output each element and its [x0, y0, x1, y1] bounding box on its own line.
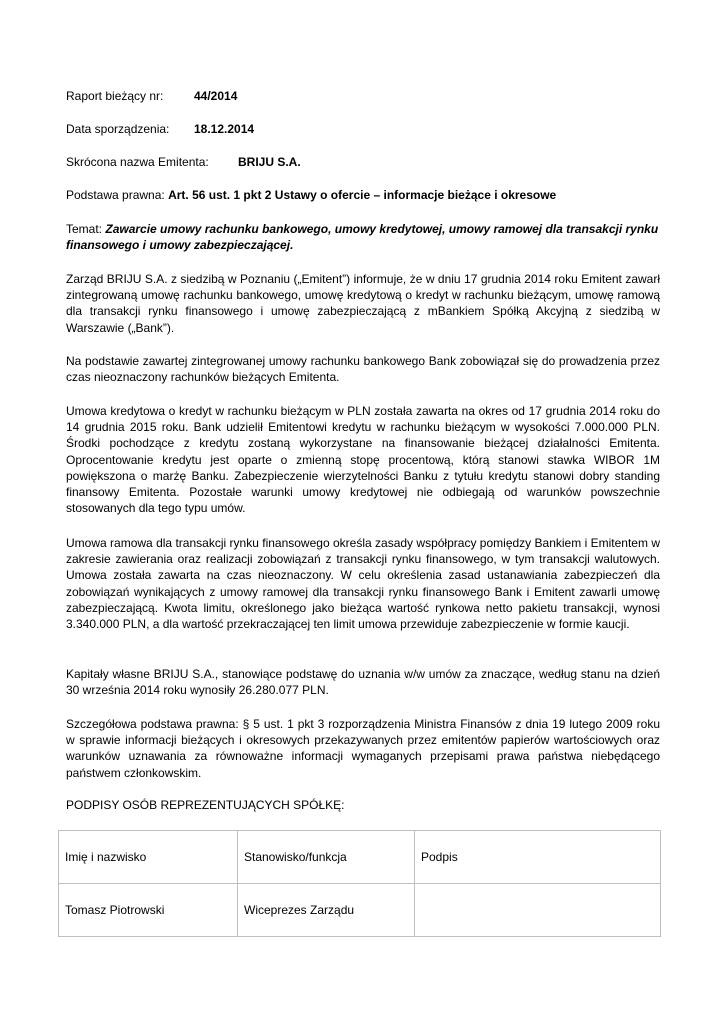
legal-basis-label: Podstawa prawna: — [66, 188, 165, 202]
paragraph-intro: Zarząd BRIJU S.A. z siedzibą w Poznaniu („Emitent”) informuje, że w dniu 17 grudnia 2014 roku Emitent zawarł zintegrowaną umowę rachunku bankowego, umowę kredytową o kredyt w rachunku bieżącym, umowę ramową dla transakcji rynku finansowego i umowę zabezpieczającą z mBankiem Spółką Akcyjną z siedzibą w Warszawie („Bank”). — [66, 272, 660, 335]
paragraph-bank-account: Na podstawie zawartej zintegrowanej umowy rachunku bankowego Bank zobowiązał się do prowadzenia przez czas nieoznaczony rachunków bieżących Emitenta. — [66, 354, 660, 385]
legal-basis-line — [66, 188, 556, 203]
signatures-heading: PODPISY OSÓB REPREZENTUJĄCYCH SPÓŁKĘ: — [66, 798, 345, 812]
subject-label: Temat: — [66, 222, 103, 236]
header-signature: Podpis — [415, 831, 661, 884]
report-date-label: Data sporządzenia: — [66, 122, 170, 136]
issuer-label: Skrócona nazwa Emitenta: — [66, 155, 209, 169]
report-number-line — [66, 89, 238, 104]
issuer-name: BRIJU S.A. — [238, 155, 301, 169]
header-position: Stanowisko/funkcja — [238, 831, 415, 884]
signatory-signature — [415, 884, 661, 937]
signatory-position: Wiceprezes Zarządu — [238, 884, 415, 937]
signatory-name: Tomasz Piotrowski — [59, 884, 238, 937]
paragraph-framework-agreement: Umowa ramowa dla transakcji rynku finansowego określa zasady współpracy pomiędzy Bankiem i Emitentem w zakresie zawierania oraz realizacji zobowiązań z transakcji rynku finansowego, w tym transakcji walutowych. Umowa została zawarta na czas nieoznaczony. W celu określenia zasad ustanawiania zabezpieczeń dla zobowiązań wynikających z umowy ramowej dla transakcji rynku finansowego Bank i Emitent zawarli umowę zabezpieczającą. Kwota limitu, określonego jako bieżąca wartość rynkowa netto pakietu transakcji, wynosi 3.340.000 PLN, a dla wartość przekraczającej ten limit umowa przewiduje zabezpieczenie w formie kaucji. — [66, 536, 660, 632]
paragraph-credit-agreement: Umowa kredytowa o kredyt w rachunku bieżącym w PLN została zawarta na okres od 17 grudnia 2014 roku do 14 grudnia 2015 roku. Bank udzielił Emitentowi kredytu w rachunku bieżącym w wysokości 7.000.000 PLN. Środki pochodzące z kredytu zostaną wykorzystane na finansowanie bieżącej działalności Emitenta. Oprocentowanie kredytu jest oparte o zmienną stopę procentową, którą stanowi stawka WIBOR 1M powiększona o marżę Banku. Zabezpieczenie wierzytelności Banku z tytułu kredytu stanowi dobry standing finansowy Emitenta. Pozostałe warunki umowy kredytowej nie odbiegają od warunków powszechnie stosowanych dla tego typu umów. — [66, 404, 660, 516]
legal-basis: Art. 56 ust. 1 pkt 2 Ustawy o ofercie – informacje bieżące i okresowe — [168, 188, 557, 202]
header-name: Imię i nazwisko — [59, 831, 238, 884]
report-date-line — [66, 122, 255, 137]
report-number: 44/2014 — [194, 89, 238, 103]
table-header-row — [59, 831, 661, 884]
issuer-line — [66, 155, 301, 170]
paragraph-legal-basis-detail: Szczegółowa podstawa prawna: § 5 ust. 1 pkt 3 rozporządzenia Ministra Finansów z dnia 19 lutego 2009 roku w sprawie informacji bieżących i okresowych przekazywanych przez emitentów papierów wartościowych oraz warunków uznawania za równoważne informacji wymaganych przepisami prawa państwa niebędącego państwem członkowskim. — [66, 717, 660, 780]
subject-block — [66, 221, 660, 253]
report-date: 18.12.2014 — [194, 122, 255, 136]
subject-text: Zawarcie umowy rachunku bankowego, umowy kredytowej, umowy ramowej dla transakcji rynku finansowego i umowy zabezpieczającej. — [66, 222, 659, 252]
table-row — [59, 884, 661, 937]
signatures-table — [58, 830, 661, 937]
paragraph-equity: Kapitały własne BRIJU S.A., stanowiące podstawę do uznania w/w umów za znaczące, według stanu na dzień 30 września 2014 roku wynosiły 26.280.077 PLN. — [66, 667, 660, 698]
report-number-label: Raport bieżący nr: — [66, 89, 164, 103]
